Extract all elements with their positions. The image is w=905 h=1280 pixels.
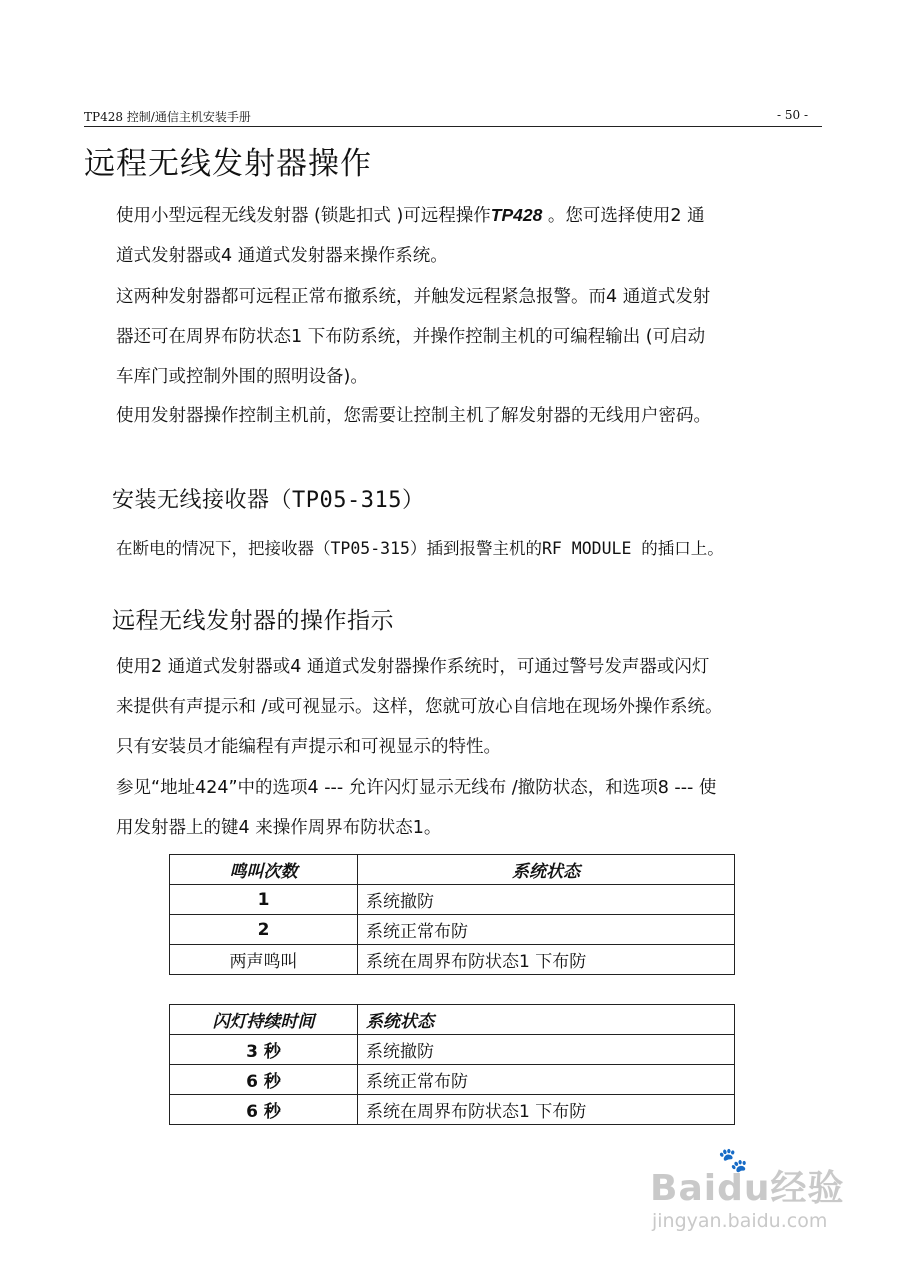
table-header-row xyxy=(170,1005,735,1035)
table-header-row xyxy=(170,855,735,885)
status-cell: 系统在周界布防状态1 下布防 xyxy=(358,1095,735,1125)
duration-cell: 3 秒 xyxy=(170,1035,358,1065)
status-cell: 系统撤防 xyxy=(358,1035,735,1065)
duration-cell: 6 秒 xyxy=(170,1095,358,1125)
intro-line-3: 这两种发射器都可远程正常布撤系统，并触发远程紧急报警。而4 通道式发射 xyxy=(116,287,711,307)
paw-icon: 🐾 xyxy=(718,1146,748,1174)
intro-line-1: 使用小型远程无线发射器 (锁匙扣式 )可远程操作TP428 。您可选择使用2 通 xyxy=(116,205,705,226)
operation-line-3: 只有安装员才能编程有声提示和可视显示的特性。 xyxy=(116,737,501,757)
table-row xyxy=(170,1095,735,1125)
table-row xyxy=(170,945,735,975)
product-model: TP428 xyxy=(490,205,543,225)
table-row xyxy=(170,1035,735,1065)
header-page-number: - 50 - xyxy=(776,108,808,122)
status-cell: 系统撤防 xyxy=(358,885,735,915)
flash-duration-table xyxy=(169,1004,735,1125)
receiver-instructions: 在断电的情况下，把接收器（TP05-315）插到报警主机的RF MODULE 的插口上。 xyxy=(116,539,724,558)
table-row xyxy=(170,915,735,945)
intro-line-4: 器还可在周界布防状态1 下布防系统，并操作控制主机的可编程输出 (可启动 xyxy=(116,327,706,347)
duration-cell: 6 秒 xyxy=(170,1065,358,1095)
page-header xyxy=(84,104,822,127)
column-header-status: 系统状态 xyxy=(358,855,735,885)
intro-line-6: 使用发射器操作控制主机前，您需要让控制主机了解发射器的无线用户密码。 xyxy=(116,406,711,426)
beep-count-cell: 两声鸣叫 xyxy=(170,945,358,975)
beep-count-table xyxy=(169,854,735,975)
intro-line-2: 道式发射器或4 通道式发射器来操作系统。 xyxy=(116,246,448,266)
status-cell: 系统正常布防 xyxy=(358,1065,735,1095)
status-cell: 系统正常布防 xyxy=(358,915,735,945)
status-cell: 系统在周界布防状态1 下布防 xyxy=(358,945,735,975)
header-manual-title: TP428 控制/通信主机安装手册 xyxy=(84,110,251,124)
baidu-watermark xyxy=(640,1146,880,1250)
section-heading-receiver: 安装无线接收器（TP05-315） xyxy=(112,488,425,513)
column-header-duration: 闪灯持续时间 xyxy=(170,1005,358,1035)
operation-line-4: 参见“地址424”中的选项4 --- 允许闪灯显示无线布 /撤防状态，和选项8 --- 使 xyxy=(116,778,717,798)
column-header-beeps: 鸣叫次数 xyxy=(170,855,358,885)
operation-line-1: 使用2 通道式发射器或4 通道式发射器操作系统时，可通过警号发声器或闪灯 xyxy=(116,657,710,677)
operation-line-2: 来提供有声提示和 /或可视显示。这样，您就可放心自信地在现场外操作系统。 xyxy=(116,697,723,717)
beep-count-cell: 1 xyxy=(170,885,358,915)
intro-line-5: 车库门或控制外围的照明设备)。 xyxy=(116,367,368,387)
table-row xyxy=(170,885,735,915)
section-heading-operation: 远程无线发射器的操作指示 xyxy=(112,608,394,634)
watermark-logo: Baidu经验 xyxy=(650,1168,845,1209)
operation-line-5: 用发射器上的键4 来操作周界布防状态1。 xyxy=(116,818,442,838)
column-header-status: 系统状态 xyxy=(358,1005,735,1035)
watermark-url: jingyan.baidu.com xyxy=(652,1210,828,1232)
page-title: 远程无线发射器操作 xyxy=(84,146,372,182)
beep-count-cell: 2 xyxy=(170,915,358,945)
table-row xyxy=(170,1065,735,1095)
